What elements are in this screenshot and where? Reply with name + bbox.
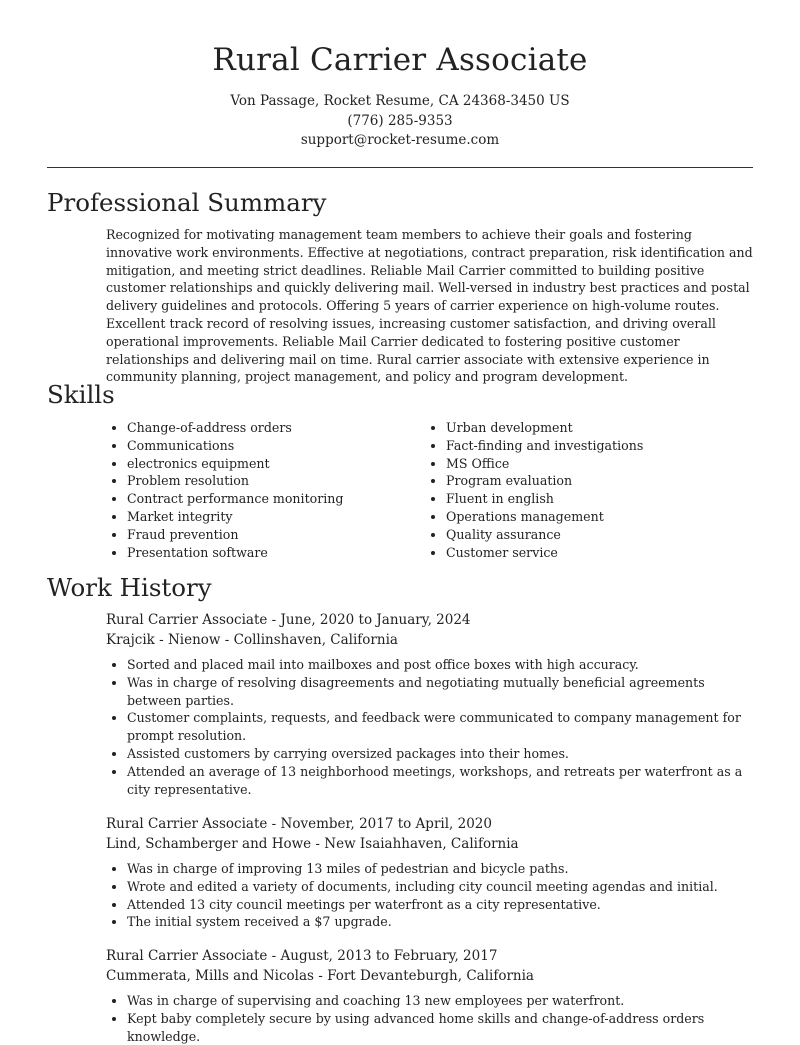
skills-column-right: [425, 419, 756, 561]
skills-list: [106, 419, 756, 561]
skill-item: • Fluent in english: [446, 490, 756, 508]
contact-email: support@rocket-resume.com: [300, 132, 500, 148]
skill-item: • Problem resolution: [127, 472, 425, 490]
job-bullet: • Kept baby completely secure by using advanced home skills and change-of-address orders knowledge.: [127, 1010, 756, 1045]
job-bullet: • Customer complaints, requests, and feedback were communicated to company management for prompt resolution.: [127, 709, 756, 745]
skill-item: • Operations management: [446, 508, 756, 526]
job-entry: [106, 815, 756, 931]
job-bullets: [106, 860, 756, 931]
skills-column-left: [106, 419, 425, 561]
job-bullet: • Sorted and placed mail into mailboxes and post office boxes with high accuracy.: [127, 656, 756, 674]
job-entry: [106, 947, 756, 1045]
skill-item: • Contract performance monitoring: [127, 490, 425, 508]
contact-address: Von Passage, Rocket Resume, CA 24368-3450 US: [230, 93, 570, 109]
summary-heading: Professional Summary: [47, 188, 327, 217]
job-bullet: • The initial system received a $7 upgrade.: [127, 913, 756, 931]
summary-text: Recognized for motivating management team members to achieve their goals and fostering innovative work environments. Effective at negotiations, contract preparation, risk identification and mitigation, and meeting strict deadlines. Reliable Mail Carrier committed to building positive customer relationships and quickly delivering mail. Well-versed in industry best practices and postal delivery guidelines and protocols. Offering 5 years of carrier experience on high-volume routes. Excellent track record of resolving issues, increasing customer satisfaction, and driving overall operational improvements. Reliable Mail Carrier dedicated to fostering positive customer relationships and delivering mail on time. Rural carrier associate with extensive experience in community planning, project management, and policy and program development.: [106, 227, 753, 385]
job-entry: [106, 611, 756, 798]
job-bullet: • Was in charge of supervising and coaching 13 new employees per waterfront.: [127, 992, 756, 1010]
job-bullet: • Wrote and edited a variety of documents, including city council meeting agendas and initial.: [127, 878, 756, 896]
skills-heading: Skills: [47, 380, 115, 409]
job-employer: Lind, Schamberger and Howe - New Isaiahhaven, California: [106, 835, 519, 852]
skill-item: • Fact-finding and investigations: [446, 437, 756, 455]
header-divider: [47, 167, 753, 168]
skill-item: • Quality assurance: [446, 526, 756, 544]
job-bullet: • Attended 13 city council meetings per waterfront as a city representative.: [127, 896, 756, 914]
contact-phone: (776) 285-9353: [347, 112, 453, 129]
job-bullet: • Assisted customers by carrying oversized packages into their homes.: [127, 745, 756, 763]
skill-item: • Program evaluation: [446, 472, 756, 490]
skill-item: • Urban development: [446, 419, 756, 437]
job-bullet: • Was in charge of resolving disagreements and negotiating mutually beneficial agreements between parties.: [127, 674, 756, 710]
job-employer: Cummerata, Mills and Nicolas - Fort Devanteburgh, California: [106, 967, 534, 984]
skill-item: • electronics equipment: [127, 455, 425, 473]
skill-item: • MS Office: [446, 455, 756, 473]
job-bullets: [106, 656, 756, 798]
skill-item: • Communications: [127, 437, 425, 455]
skill-item: • Fraud prevention: [127, 526, 425, 544]
skill-item: • Market integrity: [127, 508, 425, 526]
job-bullet: • Was in charge of improving 13 miles of pedestrian and bicycle paths.: [127, 860, 756, 878]
job-bullet: • Attended an average of 13 neighborhood meetings, workshops, and retreats per waterfront as a city representative.: [127, 763, 756, 799]
skill-item: • Customer service: [446, 544, 756, 562]
skill-item: • Presentation software: [127, 544, 425, 562]
resume-header: [0, 0, 800, 151]
candidate-name: Rural Carrier Associate: [212, 42, 588, 78]
job-title: Rural Carrier Associate - August, 2013 to February, 2017: [106, 948, 498, 964]
skill-item: • Change-of-address orders: [127, 419, 425, 437]
job-employer: Krajcik - Nienow - Collinshaven, California: [106, 631, 398, 648]
job-title: Rural Carrier Associate - June, 2020 to January, 2024: [106, 612, 471, 628]
job-bullets: [106, 992, 756, 1045]
job-title: Rural Carrier Associate - November, 2017 to April, 2020: [106, 816, 492, 832]
work-history-heading: Work History: [47, 573, 212, 602]
